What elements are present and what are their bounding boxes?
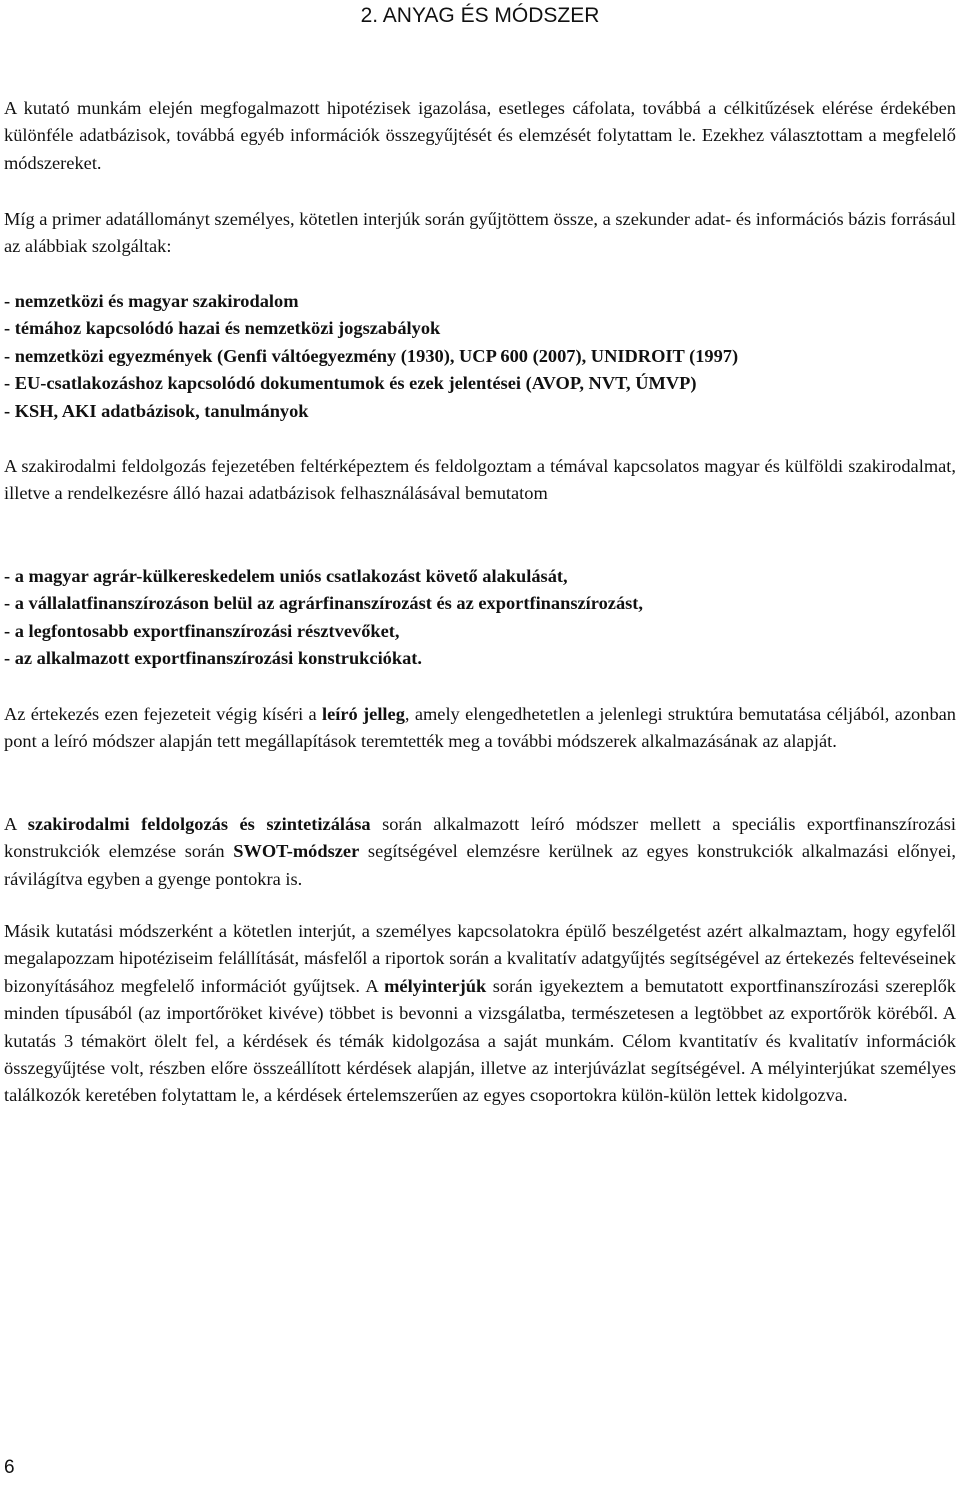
list-item: - a legfontosabb exportfinanszírozási résztvevőket,	[4, 620, 400, 641]
page-number: 6	[4, 1457, 15, 1478]
list-item: - a vállalatfinanszírozáson belül az agrárfinanszírozást és az exportfinanszírozást,	[4, 593, 644, 614]
list-item: - témához kapcsolódó hazai és nemzetközi jogszabályok	[4, 318, 441, 339]
intro-paragraph: A kutató munkám elején megfogalmazott hipotézisek igazolása, esetleges cáfolata, továbbá a célkitűzések elérése érdekében különféle adatbázisok, továbbá egyéb információk összegyűjtését és elemzését folytattam le. Ezekhez választottam a megfelelő módszereket.	[4, 98, 956, 173]
text-run: során alkalmazott leíró módszer mellett a speciális exportfinanszírozási konstrukciók elemzése során	[4, 814, 956, 862]
sources-intro-paragraph: Míg a primer adatállományt személyes, kötetlen interjúk során gyűjtöttem össze, a szekunder adat- és információs bázis forrásául az alábbiak szolgáltak:	[4, 209, 956, 257]
topics-list	[4, 563, 956, 673]
sources-list	[4, 288, 956, 425]
list-item: - a magyar agrár-külkereskedelem uniós csatlakozást követő alakulását,	[4, 566, 568, 586]
bold-term: leíró jelleg	[321, 704, 405, 724]
text-run: A	[4, 814, 28, 834]
text-run: során igyekeztem a bemutatott exportfinanszírozási szereplők minden típusából (az importőröket kivéve) többet is bevonni a vizsgálatba, természetesen a legtöbbet az exportőrök köréből. A kutatás 3 témakört ölelt fel, a kérdések és témák kidolgozása a saját munkám. Célom kvantitatív és kvalitatív információk összegyűjtése volt, részben előre összeállított kérdések alapján, illetve az interjúvázlat segítségével. A mélyinterjúkat személyes találkozók keretében folytattam le, a kérdések értelemszerűen az egyes csoportokra külön-külön lettek kidolgozva.	[4, 975, 956, 1106]
swot-paragraph	[4, 811, 956, 893]
bold-term: SWOT-módszer	[233, 841, 360, 862]
bold-term: szakirodalmi feldolgozás és szintetizálása	[27, 814, 371, 834]
literature-paragraph: A szakirodalmi feldolgozás fejezetében feltérképeztem és feldolgoztam a témával kapcsolatos magyar és külföldi szakirodalmat, illetve a rendelkezésre álló hazai adatbázisok felhasználásával bemutatom	[4, 456, 956, 504]
descriptive-method-paragraph	[4, 701, 956, 756]
list-item: - nemzetközi és magyar szakirodalom	[4, 291, 299, 311]
bold-term: mélyinterjúk	[384, 975, 487, 996]
text-run: , amely elengedhetetlen a jelenlegi struktúra bemutatása céljából, azonban pont a leíró módszer alapján tett megállapítások teremtették meg a további módszerek alkalmazásának az alapját.	[4, 704, 956, 752]
text-run: Másik kutatási módszerként a kötetlen interjút, a személyes kapcsolatokra épülő beszélgetést azért alkalmaztam, hogy egyfelől megalapozzam hipotéziseim felállítását, másfelől a riportok során a kvalitatív adatgyűjtés segítségével az értekezés feltevéseinek bizonyításához megfelelő információt gyűjtsek. A	[4, 921, 956, 996]
list-item: - nemzetközi egyezmények (Genfi váltóegyezmény (1930), UCP 600 (2007), UNIDROIT (1997)	[4, 345, 739, 366]
text-run: Az értekezés ezen fejezeteit végig kíséri a	[4, 704, 322, 724]
list-item: - EU-csatlakozáshoz kapcsolódó dokumentumok és ezek jelentései (AVOP, NVT, ÚMVP)	[4, 373, 697, 394]
text-run: segítségével elemzésre kerülnek az egyes konstrukciók alkalmazási előnyei, rávilágítva egyben a gyenge pontokra is.	[4, 841, 957, 889]
interview-paragraph	[4, 918, 956, 1110]
list-item: - az alkalmazott exportfinanszírozási konstrukciókat.	[4, 648, 423, 669]
section-heading: 2. ANYAG ÉS MÓDSZER	[360, 4, 600, 27]
list-item: - KSH, AKI adatbázisok, tanulmányok	[4, 400, 309, 421]
